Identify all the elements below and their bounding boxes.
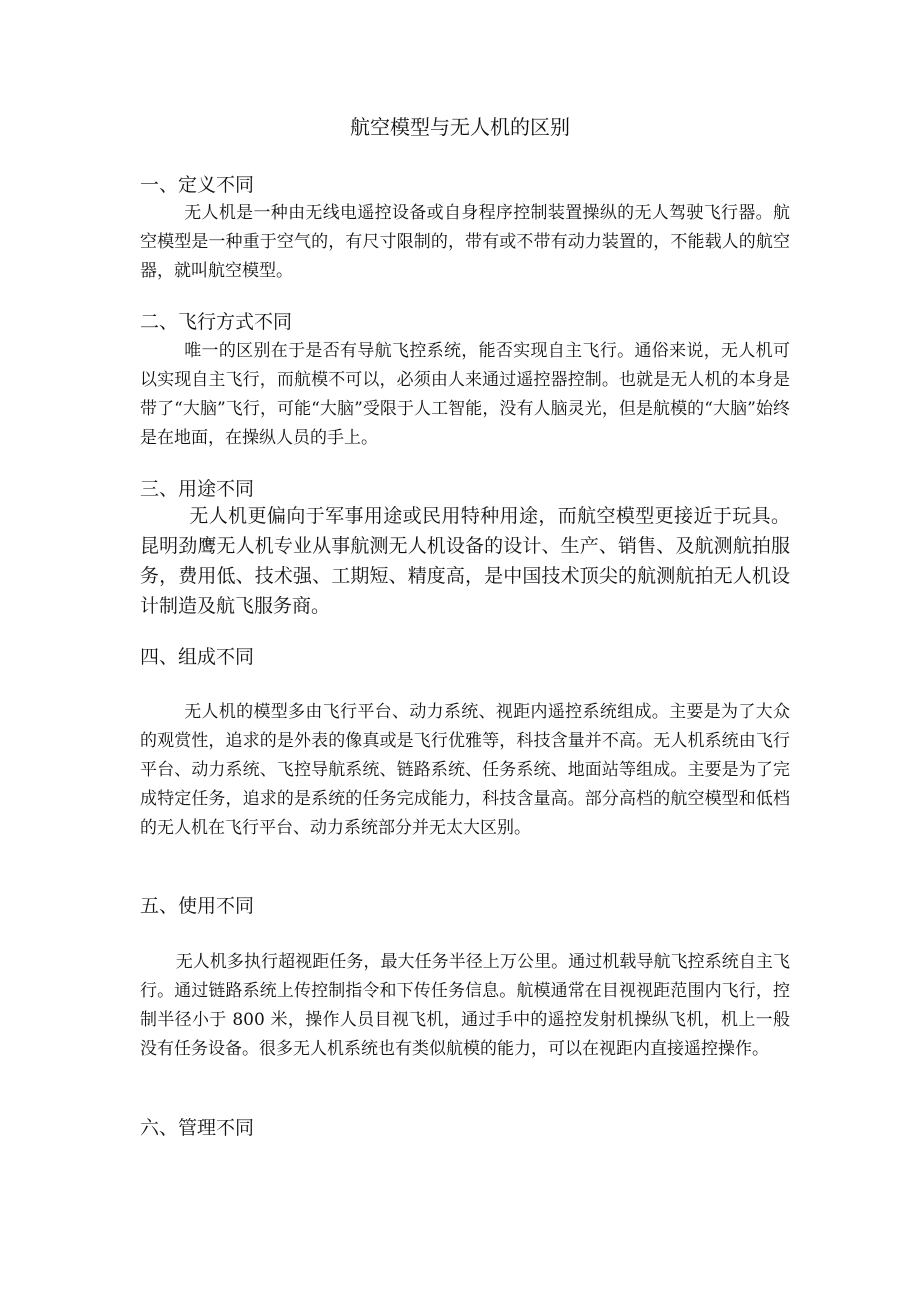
section-heading-operation: 五、使用不同 bbox=[140, 895, 255, 917]
section-heading-definition: 一、定义不同 bbox=[140, 174, 255, 196]
section-body-usage: 无人机更偏向于军事用途或民用特种用途，而航空模型更接近于玩具。昆明劲鹰无人机专业从事航测无人机设备的设计、生产、销售、及航测航拍服务，费用低、技术强、工期短、精度高，是中国技术顶尖的航测航拍无人机设计制造及航飞服务商。 bbox=[140, 505, 790, 617]
section-body-flight-mode: 唯一的区别在于是否有导航飞控系统，能否实现自主飞行。通俗来说，无人机可以实现自主飞行，而航模不可以，必须由人来通过遥控器控制。也就是无人机的本身是带了“大脑”飞行，可能“大脑”受限于人工智能，没有人脑灵光，但是航模的“大脑”始终是在地面，在操纵人员的手上。 bbox=[140, 341, 790, 448]
section-body-operation: 无人机多执行超视距任务，最大任务半径上万公里。通过机载导航飞控系统自主飞行。通过链路系统上传控制指令和下传任务信息。航模通常在目视视距范围内飞行，控制半径小于 800 米，操作人员目视飞机，通过手中的遥控发射机操纵飞机，机上一般没有任务设备。很多无人机系统也有类似航模的能力，可以在视距内直接遥控操作。 bbox=[140, 952, 790, 1059]
section-body-definition: 无人机是一种由无线电遥控设备或自身程序控制装置操纵的无人驾驶飞行器。航空模型是一种重于空气的，有尺寸限制的，带有或不带有动力装置的，不能载人的航空器，就叫航空模型。 bbox=[140, 203, 790, 281]
document-title: 航空模型与无人机的区别 bbox=[350, 115, 570, 139]
section-heading-management: 六、管理不同 bbox=[140, 1117, 255, 1139]
section-heading-usage: 三、用途不同 bbox=[140, 478, 255, 500]
section-heading-composition: 四、组成不同 bbox=[140, 646, 255, 668]
section-heading-flight-mode: 二、飞行方式不同 bbox=[140, 311, 293, 333]
section-body-composition: 无人机的模型多由飞行平台、动力系统、视距内遥控系统组成。主要是为了大众的观赏性，追求的是外表的像真或是飞行优雅等，科技含量并不高。无人机系统由飞行平台、动力系统、飞控导航系统、链路系统、任务系统、地面站等组成。主要是为了完成特定任务，追求的是系统的任务完成能力，科技含量高。部分高档的航空模型和低档的无人机在飞行平台、动力系统部分并无太大区别。 bbox=[140, 702, 790, 838]
